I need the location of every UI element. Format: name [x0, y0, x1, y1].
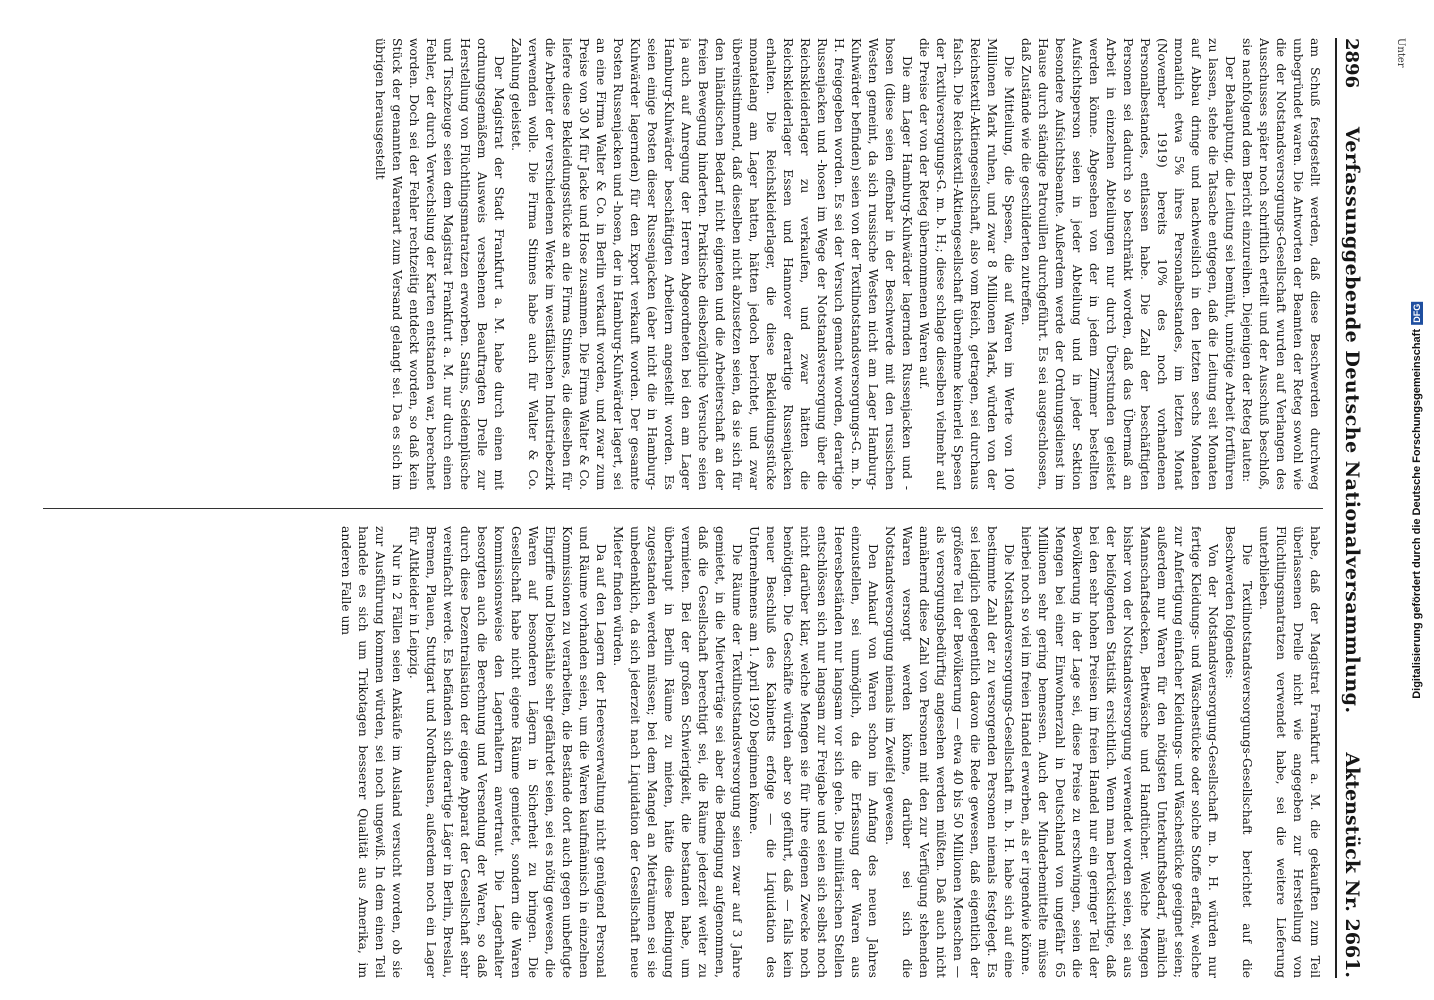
credit-inner — [1411, 302, 1423, 699]
paragraph: Da auf den Lagern der Heeresverwaltung nicht genügend Personal und Räume vorhanden seien, um die Waren kaufmännisch in einzelnen Kommissionen zu verarbeiten, die Bestände dort auch gegen unbefugte Eingriffe und Diebstähle sehr gefährdet seien, sei es nötig gewesen, die Waren auf besonderen Lägern in Sicherheit zu bringen. Die Gesellschaft habe nicht eigene Räume gemietet, sondern die Waren kommissionsweise den Lagerhaltern anvertraut. Die Lagerhalter besorgten auch die Berechnung und Versendung der Waren, so daß durch diese Dezentralisation der eigene Apparat der Gesellschaft sehr vereinfacht werde. Es befänden sich derartige Läger in Berlin, Breslau, Bremen, Plauen, Stuttgart und Nordhausen, außerdem noch ein Lager für Altkleider in Leipzig. — [407, 526, 608, 978]
paragraph: am Schuß festgestellt werden, daß diese Beschwerden durchweg unbegründet waren. Die Antworten der Beamten der Reteg sowohl wie die der Notstandsversorgungs-Gesellschaft wurden auf Verlangen des Ausschusses später noch schriftlich erteilt und der Ausschuß beschloß, sie nachfolgend dem Bericht einzureihen. Diejenigen der Reteg lauten: — [1240, 38, 1322, 490]
paragraph: Die Notstandsversorgungs-Gesellschaft m. b. H. habe sich auf eine bestimmte Zahl der zu versorgenden Personen niemals festgelegt. Es sei lediglich gelegentlich davon die Rede gewesen, daß eigentlich der größere Teil der Bevölkerung — etwa 40 bis 50 Millionen Menschen — als versorgungsbedürftig angesehen werden müßten. Daß auch nicht annähernd diese Zahl von Personen mit den zur Verfügung stehenden Waren versorgt werden könne, darüber sei sich die Notstandsversorgung niemals im Zweifel gewesen. — [883, 526, 1016, 978]
left-column — [43, 38, 1323, 490]
running-title: Verfassunggebende Deutsche Nationalversammlung. — [1341, 126, 1363, 714]
right-column — [43, 526, 1323, 978]
credit-text: Digitalisierung gefördert durch die Deutsche Forschungsgemeinschaft — [1411, 328, 1423, 699]
margin-annotation: Unter — [1395, 38, 1406, 68]
page-header — [1335, 38, 1375, 978]
page-number: 2896 — [1341, 38, 1362, 89]
paragraph: Die Mitteilung, die Spesen, die auf Waren im Werte von 100 Millionen Mark ruhen, und zwar 8 Millionen Mark, würden von der Reichstextil-Aktiengesellschaft, also vom Reich, getragen, sei durchaus falsch. Die Reichstextil-Aktiengesellschaft übernehme keinerlei Spesen der Textilversorgungs-G. m. b. H.; diese schlage dieselben vielmehr auf die Preise der von der Reteg übernommenen Waren auf. — [917, 38, 1016, 490]
paragraph: Der Behauptung, die Leitung sei bemüht, unnötige Arbeit fortführen zu lassen, stehe die Tatsache entgegen, daß die Leitung seit Monaten auf Abbau dringe und nachweislich in den letzten sechs Monaten monatlich etwa 5% ihres Personalbestandes, im letzten Monat (November 1919) bereits 10% des noch vorhandenen Personalbestandes, entlassen habe. Die Zahl der beschäftigten Personen sei dadurch so beschränkt worden, daß das Übermaß an Arbeit in einzelnen Abteilungen nur durch Überstunden geleistet werden könne. Abgesehen von der in jedem Zimmer bestellten Aufsichtsperson seien in jeder Abteilung und in jeder Sektion besondere Aufsichtsbeamte. Außerdem werde der Ordnungsdienst im Hause durch ständige Patrouillen durchgeführt. Es sei ausgeschlossen, daß Zustände wie die geschilderten zutreffen. — [1019, 38, 1237, 490]
rotated-page-frame — [35, 38, 1375, 978]
dfg-logo: DFG — [1412, 303, 1422, 323]
text-columns — [43, 38, 1323, 978]
column-divider — [43, 508, 1323, 509]
document-page — [35, 38, 1375, 978]
paragraph: habe, daß der Magistrat Frankfurt a. M. die gekauften zum Teil überlassenen Drelle nicht wie angegeben zur Herstellung von Flüchtlingsmatratzen verwendet habe, sei die weitere Lieferung unterblieben. — [1257, 526, 1322, 978]
paragraph: Die Räume der Textilnotstandsversorgung seien zwar auf 3 Jahre gemietet, in die Mietverträge sei aber die Bedingung aufgenommen, daß die Gesellschaft berechtigt sei, die Räume jederzeit weiter zu vermieten. Bei der großen Schwierigkeit, die bestanden habe, um überhaupt in Berlin Räume zu mieten, hätte diese Bedingung zugestanden werden müssen; bei dem Mangel an Mieträumen sei sie unbedenklich, da sich jederzeit nach Liquidation der Gesellschaft neue Mieter finden würden. — [611, 526, 744, 978]
paragraph: Den Ankauf von Waren schon im Anfang des neuen Jahres einzustellen, sei unmöglich, da die Erfassung der Waren aus Heeresbeständen nur langsam vor sich gehe. Die militärischen Stellen entschlössen sich nur langsam zur Freigabe und seien sich selbst noch nicht darüber klar, welche Mengen sie für ihre eigenen Zwecke noch benötigten. Die Geschäfte würden aber so geführt, daß — falls kein neuer Beschluß des Kabinetts erfolge — die Liquidation des Unternehmens am 1. April 1920 beginnen könne. — [747, 526, 880, 978]
paragraph: Die am Lager Hamburg-Kuhwärder lagernden Russenjacken und -hosen (diese seien offenbar in der Beschwerde mit den russischen Westen gemeint, da sich russische Westen nicht am Lager Hamburg-Kuhwärder befinden) seien von der Textilnotstandsversorgungs-G. m. b. H. freigegeben worden. Es sei der Versuch gemacht worden, derartige Russenjacken und -hosen im Wege der Notstandsversorgung über die Reichskleiderlager zu verkaufen, und zwar hätten die Reichskleiderlager Essen und Hannover derartige Russenjacken erhalten. Die Reichskleiderlager, die diese Bekleidungsstücke monatelang am Lager hatten, hätten jedoch berichtet, und zwar übereinstimmend, daß dieselben nicht abzusetzen seien, da sie sich für den inländischen Bedarf nicht eigneten und die Arbeiterschaft an der freien Bewegung hinderten. Praktische diesbezügliche Versuche seien ja auch auf Anregung der Herren Abgeordneten bei den am Lager Hamburg-Kuhwärder beschäftigten Arbeitern angestellt worden. Es seien einige Posten dieser Russenjacken (aber nicht die in Hamburg-Kuhwärder lagernden) für den Export verkauft worden. Der gesamte Posten Russenjacken und -hosen, der in Hamburg-Kuhwärder lagert, sei an eine Firma Walter & Co. in Berlin verkauft worden, und zwar zum Preise von 30 M für Jacke und Hose zusammen. Die Firma Walter & Co. liefere diese Bekleidungsstücke an die Firma Stinnes, die dieselben für die Arbeiter der verschiedenen Werke im westfälischen Industriebezirk verwenden wolle. Die Firma Stinnes habe auch für Walter & Co. Zahlung geleistet. — [509, 38, 914, 490]
digitization-credit — [1400, 0, 1434, 1000]
paragraph: Die Textilnotstandsversorgungs-Gesellschaft berichtet auf die Beschwerden folgendes: — [1223, 526, 1254, 978]
paragraph: Von der Notstandsversorgung-Gesellschaft m. b. H. würden nur fertige Kleidungs- und Wäschestücke oder solche Stoffe erfaßt, welche zur Anfertigung einfacher Kleidungs- und Wäschestücke geeignet seien; außerdem nur Waren für den nötigsten Unterkunftsbedarf, nämlich Mannschaftsdecken, Bettwäsche und Handtücher. Welche Mengen bisher von der Notstandsversorgung verwendet worden seien, sei aus der beifolgenden Statistik ersichtlich. Wenn man berücksichtige, daß bei den sehr hohen Preisen im freien Handel nur ein geringer Teil der Bevölkerung in der Lage sei, diese Preise zu erschwingen, seien die Mengen bei einer Einwohnerzahl in Deutschland von ungefähr 65 Millionen sehr gering bemessen. Auch der Minderbemittelte müsse hierbei noch so viel im freien Handel erwerben, als er irgendwie könne. — [1019, 526, 1220, 978]
paragraph: Der Magistrat der Stadt Frankfurt a. M. habe durch einen mit ordnungsgemäßem Ausweis versehenen Beauftragten Drelle zur Herstellung von Flüchtlingsmatratzen erworben. Satins, Seidenplüsche und Tischzeuge seien dem Magistrat Frankfurt a. M. nur durch einen Fehler, der durch Verwechslung der Karten entstanden war, berechnet worden. Doch sei der Fehler rechtzeitig entdeckt worden, so daß kein Stück der genannten Warenart zum Versand gelangt sei. Da es sich im übrigen herausgestellt — [373, 38, 506, 490]
document-number: Aktenstück Nr. 2661. — [1341, 752, 1363, 978]
paragraph: Nur in 2 Fällen seien Ankäufe im Ausland versucht worden, ob sie zur Ausführung kommen würden, sei noch ungewiß. In dem einen Teil handele es sich um Trikotagen besserer Qualität aus Amerika, im anderen Falle um — [339, 526, 404, 978]
